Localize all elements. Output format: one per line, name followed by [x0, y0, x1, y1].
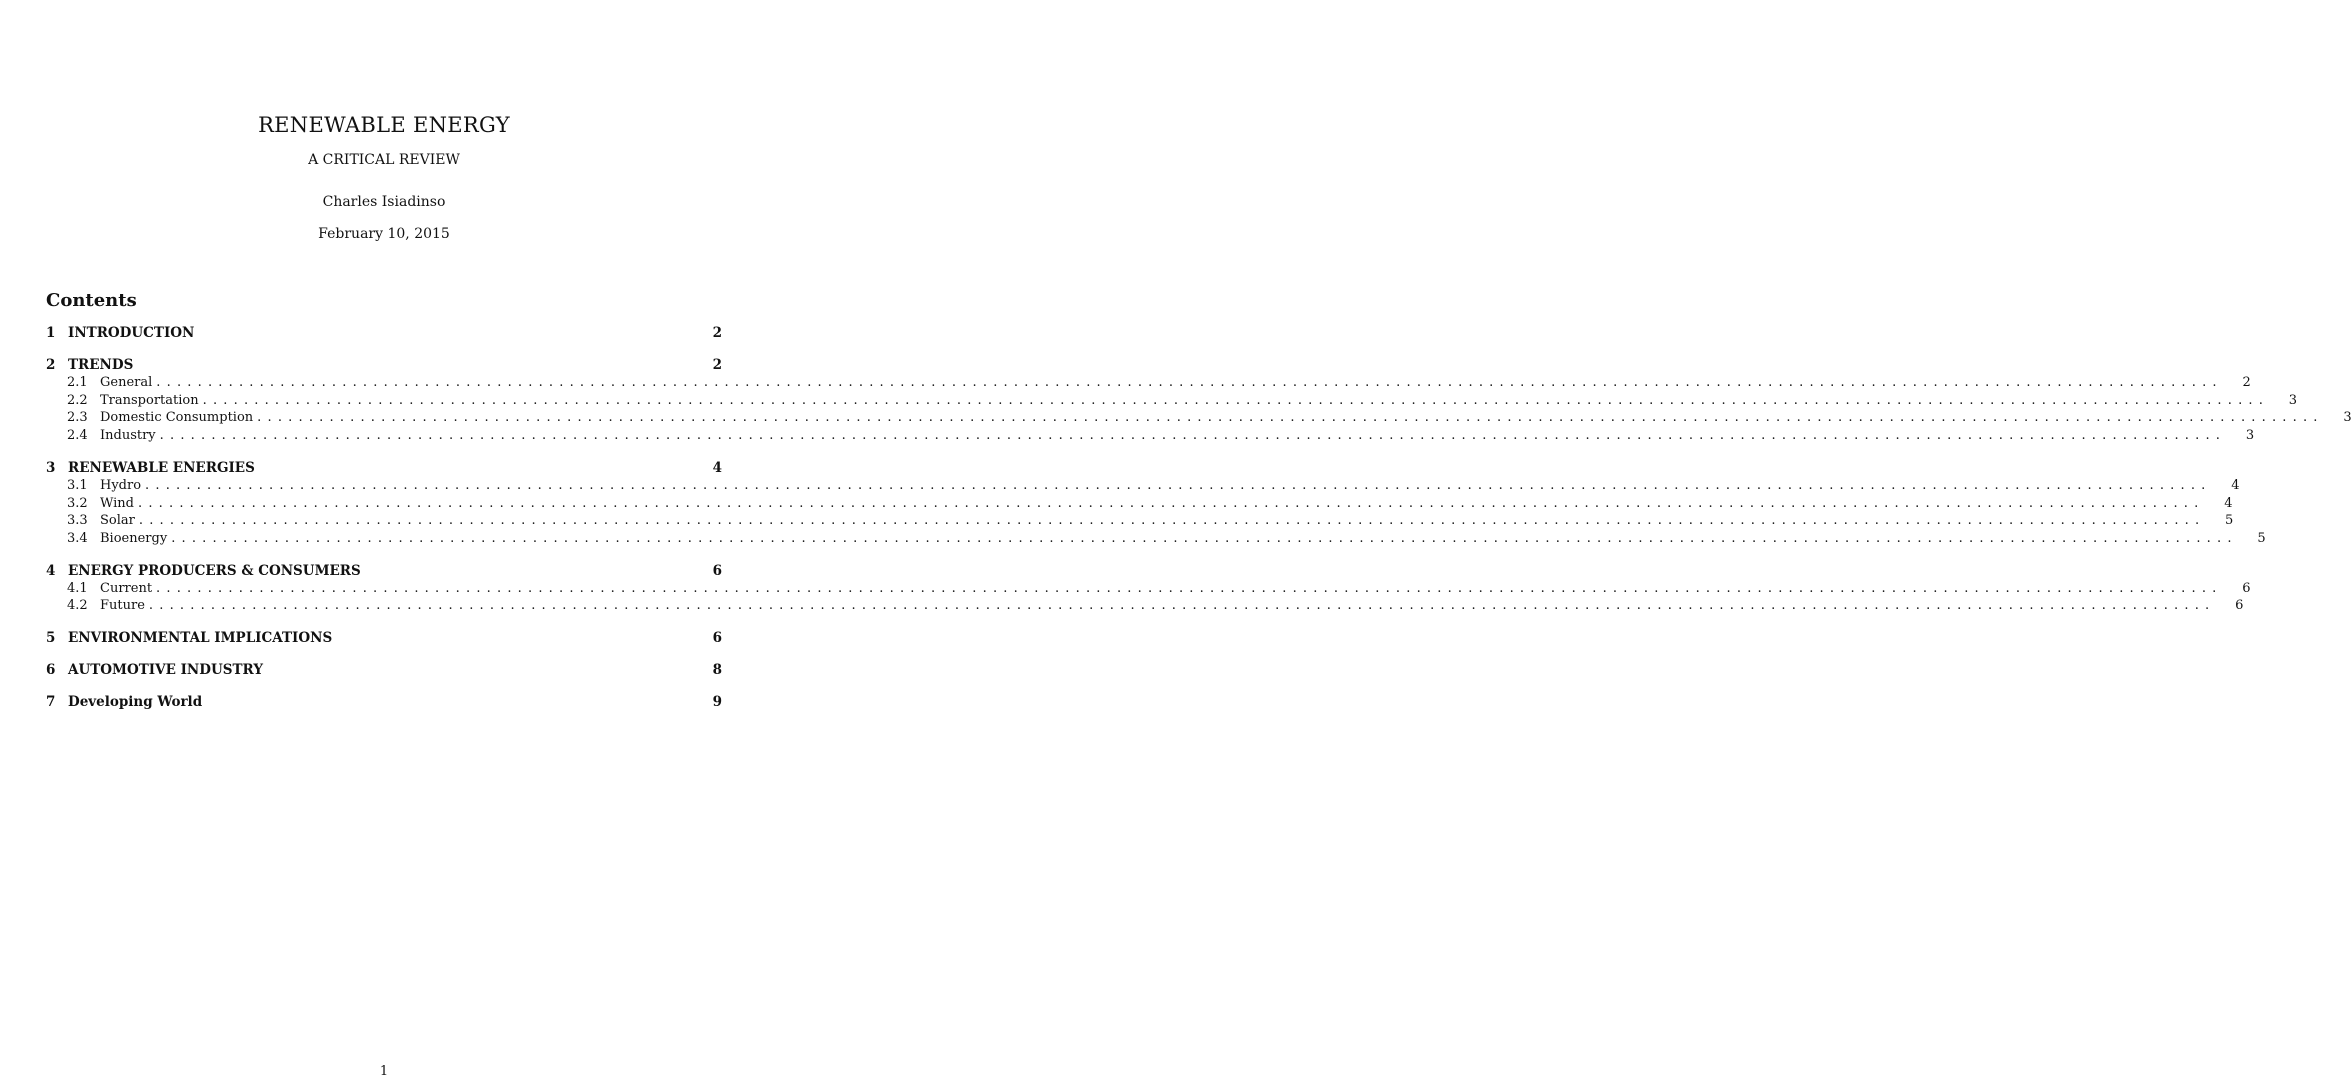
toc-subsection-label: Hydro — [100, 477, 142, 493]
toc-section-number: 1 — [46, 325, 56, 341]
toc-section-label: RENEWABLE ENERGIES — [68, 459, 255, 476]
toc-subsection-page: 6 — [2235, 598, 2244, 614]
toc-leader-dots: ........................................................................................................................................................................................................ — [202, 392, 2270, 408]
toc-subsection-4-1[interactable] — [46, 580, 2251, 598]
toc-subsection-3-1[interactable] — [46, 477, 2240, 495]
toc-section-page: 2 — [712, 325, 722, 341]
toc-section-number: 5 — [46, 630, 56, 647]
toc-subsection-number: 2.2 — [67, 392, 88, 408]
toc-leader-dots: ........................................................................................................................................................................................................ — [156, 580, 2223, 596]
document-author: Charles Isiadinso — [322, 194, 446, 210]
toc-subsection-label: Future — [100, 598, 145, 614]
toc-section-label: ENERGY PRODUCERS & CONSUMERS — [68, 562, 361, 579]
toc-leader-dots: ........................................................................................................................................................................................................ — [159, 428, 2227, 444]
toc-section-page: 6 — [712, 562, 722, 579]
toc-subsection-page: 2 — [2242, 375, 2251, 390]
toc-section-label: ENVIRONMENTAL IMPLICATIONS — [68, 630, 333, 647]
document-date: February 10, 2015 — [318, 226, 450, 242]
toc-subsection-label: General — [100, 375, 153, 390]
toc-subsection-label: Transportation — [100, 392, 199, 408]
toc-section-5[interactable] — [46, 630, 722, 647]
toc-leader-dots: ........................................................................................................................................................................................................ — [156, 375, 2223, 390]
toc-section-number: 2 — [46, 357, 56, 373]
toc-section-7[interactable] — [46, 694, 722, 711]
toc-subsection-number: 2.3 — [67, 410, 88, 426]
toc-subsection-2-1[interactable] — [46, 374, 2251, 392]
toc-subsection-2-4[interactable] — [46, 427, 2255, 445]
toc-subsection-label: Wind — [100, 495, 134, 511]
toc-leader-dots: ........................................................................................................................................................................................................ — [148, 598, 2216, 614]
toc-section-page: 6 — [712, 630, 722, 647]
toc-subsection-4-2[interactable] — [46, 597, 2244, 615]
toc-section-label: AUTOMOTIVE INDUSTRY — [68, 662, 263, 679]
toc-section-number: 4 — [46, 562, 56, 579]
toc-subsection-label: Domestic Consumption — [100, 410, 254, 426]
toc-section-label: Developing World — [68, 694, 203, 711]
toc-subsection-number: 2.4 — [67, 428, 88, 444]
toc-subsection-page: 4 — [2231, 477, 2240, 493]
toc-section-page: 8 — [712, 662, 722, 679]
toc-subsection-2-3[interactable] — [46, 409, 2352, 427]
toc-subsection-page: 6 — [2242, 580, 2251, 596]
table-of-contents — [46, 325, 2352, 711]
toc-leader-dots: ........................................................................................................................................................................................................ — [138, 513, 2206, 529]
toc-subsection-label: Bioenergy — [100, 530, 168, 546]
toc-subsection-page: 3 — [2343, 410, 2352, 426]
toc-subsection-2-2[interactable] — [46, 392, 2298, 410]
toc-section-number: 7 — [46, 694, 56, 711]
toc-section-6[interactable] — [46, 662, 722, 679]
toc-subsection-label: Current — [100, 580, 153, 596]
toc-subsection-number: 4.2 — [67, 598, 88, 614]
toc-section-page: 9 — [712, 694, 722, 711]
document-title: RENEWABLE ENERGY — [258, 113, 510, 137]
toc-subsection-number: 3.2 — [67, 495, 88, 511]
page-number: 1 — [379, 1064, 389, 1079]
toc-subsection-page: 5 — [2225, 513, 2234, 529]
toc-section-page: 4 — [712, 459, 722, 476]
title-block — [0, 112, 768, 243]
toc-leader-dots: ........................................................................................................................................................................................................ — [138, 495, 2205, 511]
toc-section-label: INTRODUCTION — [68, 325, 195, 341]
toc-subsection-number: 4.1 — [67, 580, 88, 596]
toc-leader-dots: ........................................................................................................................................................................................................ — [171, 530, 2238, 546]
toc-section-3[interactable] — [46, 460, 722, 477]
toc-subsection-page: 3 — [2288, 392, 2298, 408]
toc-subsection-page: 4 — [2224, 495, 2233, 511]
toc-subsection-3-2[interactable] — [46, 495, 2233, 513]
toc-section-number: 6 — [46, 662, 56, 679]
toc-subsection-number: 2.1 — [67, 375, 88, 390]
toc-subsection-label: Solar — [100, 513, 135, 529]
toc-section-4[interactable] — [46, 563, 722, 580]
toc-subsection-page: 5 — [2257, 530, 2266, 546]
toc-subsection-3-4[interactable] — [46, 530, 2266, 548]
toc-section-page: 2 — [712, 357, 722, 373]
contents-heading: Contents — [46, 290, 137, 311]
toc-subsection-number: 3.1 — [67, 477, 88, 493]
toc-section-number: 3 — [46, 459, 56, 476]
toc-subsection-3-3[interactable] — [46, 512, 2234, 530]
toc-section-1[interactable] — [46, 325, 722, 342]
toc-leader-dots: ........................................................................................................................................................................................................ — [145, 477, 2212, 493]
toc-subsection-number: 3.3 — [67, 513, 88, 529]
toc-leader-dots: ........................................................................................................................................................................................................ — [257, 410, 2324, 426]
toc-section-2[interactable] — [46, 357, 722, 374]
toc-subsection-label: Industry — [100, 428, 156, 444]
toc-section-label: TRENDS — [68, 357, 134, 373]
toc-subsection-page: 3 — [2245, 428, 2255, 444]
toc-subsection-number: 3.4 — [67, 530, 88, 546]
document-subtitle: A CRITICAL REVIEW — [308, 152, 460, 168]
